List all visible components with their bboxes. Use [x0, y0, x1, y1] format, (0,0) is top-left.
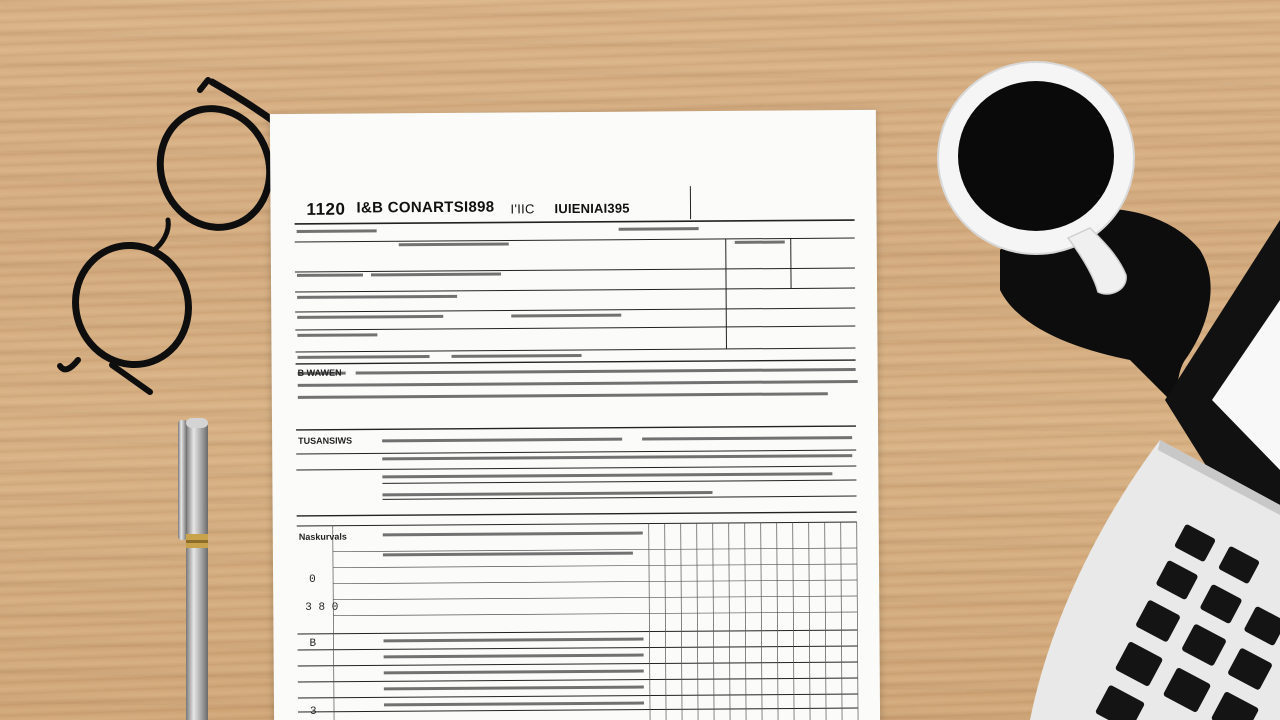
section-label-3: Naskurvals — [298, 531, 347, 542]
form-subtitle-2: IUIENIAI395 — [554, 200, 630, 217]
row-label-1: 0 — [309, 573, 316, 586]
section-label-1: B WAWEN — [297, 367, 342, 378]
tax-form-document — [270, 110, 880, 720]
row-label-3: B — [309, 637, 317, 650]
form-title: I&B CONARTSI898 — [356, 198, 495, 217]
row-label-2: 3 8 0 — [305, 601, 339, 614]
form-number: 1120 — [306, 199, 346, 219]
form-subtitle: I'IIC — [510, 201, 535, 217]
section-label-2: TUSANSIWS — [298, 435, 353, 446]
row-label-4: 3 — [309, 705, 317, 718]
